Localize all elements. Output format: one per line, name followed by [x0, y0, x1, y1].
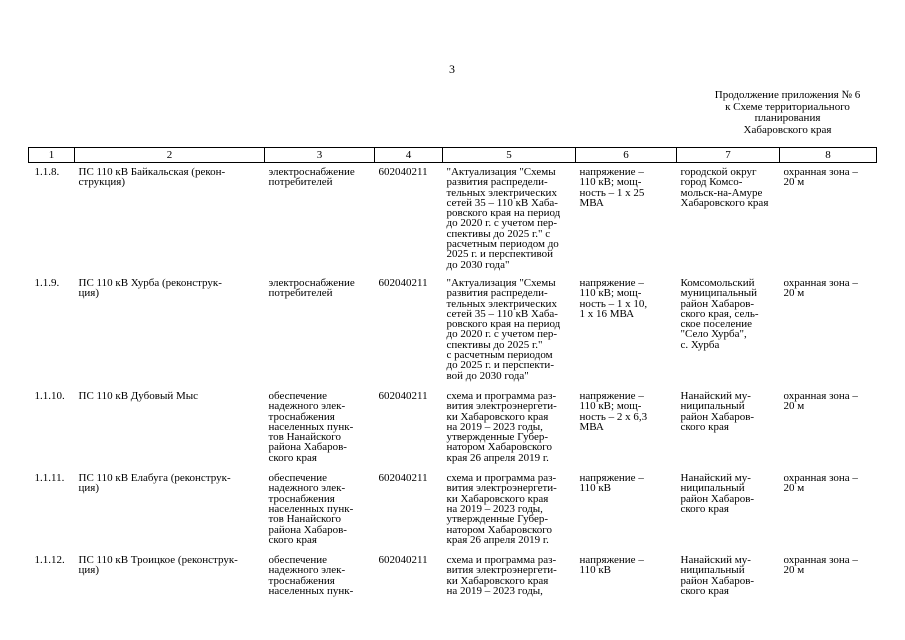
cell-text-line: МВА	[579, 420, 604, 433]
object-name-cell	[75, 163, 265, 274]
cell-text-line: спективы до 2025 г." с	[446, 227, 551, 240]
cell-text-line: Комсомольский	[680, 276, 755, 289]
caption-line: Хабаровского края	[743, 123, 832, 136]
cell-text-line: потребителей	[268, 176, 333, 189]
cell-text-line: ки Хабаровского края	[446, 574, 549, 587]
purpose-cell	[265, 551, 375, 602]
cell-text-line: городской округ	[680, 166, 757, 178]
cell-text-line: схема и программа раз-	[446, 389, 557, 402]
cell-text-line: напряжение –	[579, 389, 644, 402]
cell-text-line: надежного элек-	[268, 564, 346, 577]
cell-text-line: ское поселение	[680, 318, 753, 331]
cell-text-line: троснабжения	[268, 574, 335, 587]
cell-text-line: Нанайский му-	[680, 472, 751, 485]
cell-text-line: вития электроэнергети-	[446, 482, 557, 495]
cell-text-line: ровского края на период	[446, 207, 561, 220]
cell-text-line: район Хабаров-	[680, 410, 755, 423]
cell-text-line: электроснабжение	[268, 166, 355, 178]
row-number-cell: 1.1.11.	[34, 472, 65, 485]
cell-text-line: до 2025 г. и перспекти-	[446, 359, 554, 372]
cell-text-line: ского края	[680, 584, 729, 597]
row-number-cell: 1.1.10.	[34, 389, 65, 402]
zone-cell	[780, 387, 877, 469]
cell-text-line: населенных пунк-	[268, 420, 354, 433]
characteristics-cell	[576, 469, 677, 551]
zone-cell	[780, 274, 877, 387]
row-number-cell: 1.1.9.	[34, 276, 60, 289]
cell-text-line: электроснабжение	[268, 276, 355, 289]
cell-text-line: до 2020 г. с учетом пер-	[446, 328, 558, 341]
cell-text-line: 20 м	[783, 287, 805, 300]
cell-text-line: ского края	[268, 533, 317, 546]
cell-text-line: ность – 1 х 25	[579, 186, 645, 199]
location-cell	[677, 551, 780, 602]
cell-text-line: района Хабаров-	[268, 523, 347, 536]
cell-text-line: 110 кВ; мощ-	[579, 287, 642, 300]
table-row	[29, 387, 877, 469]
cell-text-line: струкция)	[78, 176, 126, 189]
cell-text-line: ниципальный	[680, 400, 745, 413]
object-name-cell	[75, 551, 265, 602]
row-number-cell: 1.1.12.	[34, 554, 65, 567]
page-number: 3	[449, 62, 455, 76]
cell-text-line: "Село Хурба",	[680, 328, 747, 341]
cell-text-line: 2025 г. и перспективой	[446, 248, 553, 261]
object-code-cell: 602040211	[378, 554, 428, 567]
purpose-cell	[265, 274, 375, 387]
cell-text-line: Хабаровского края	[680, 196, 769, 209]
cell-text-line: тов Нанайского	[268, 513, 341, 526]
appendix-caption	[690, 90, 885, 136]
column-header: 5	[443, 148, 576, 163]
cell-text-line: ПС 110 кВ Елабуга (реконструк-	[78, 472, 231, 485]
cell-text-line: ПС 110 кВ Байкальская (рекон-	[78, 166, 226, 178]
cell-text-line: вой до 2030 года"	[446, 369, 529, 382]
column-numbers-row	[29, 148, 877, 163]
column-header: 3	[265, 148, 375, 163]
zone-cell	[780, 469, 877, 551]
cell-text-line: ского края, сель-	[680, 307, 759, 320]
caption-line: к Схеме территориального	[725, 100, 850, 113]
cell-text-line: город Комсо-	[680, 176, 743, 189]
cell-text-line: схема и программа раз-	[446, 554, 557, 567]
cell-text-line: сетей 35 – 110 кВ Хаба-	[446, 307, 558, 320]
cell-text-line: ция)	[78, 564, 99, 577]
cell-text-line: вития электроэнергети-	[446, 564, 557, 577]
cell-text-line: обеспечение	[268, 389, 328, 402]
purpose-cell	[265, 387, 375, 469]
cell-text-line: надежного элек-	[268, 482, 346, 495]
characteristics-cell	[576, 387, 677, 469]
table-row	[29, 163, 877, 274]
cell-text-line: ПС 110 кВ Троицкое (реконструк-	[78, 554, 238, 567]
cell-text-line: напряжение –	[579, 554, 644, 567]
cell-text-line: тельных электрических	[446, 297, 557, 310]
cell-text-line: охранная зона –	[783, 554, 858, 567]
cell-text-line: обеспечение	[268, 554, 328, 567]
cell-text-line: вития электроэнергети-	[446, 400, 557, 413]
cell-text-line: район Хабаров-	[680, 297, 755, 310]
cell-text-line: ПС 110 кВ Хурба (реконструк-	[78, 276, 222, 289]
column-header: 2	[75, 148, 265, 163]
basis-document-cell	[443, 551, 576, 602]
cell-text-line: Нанайский му-	[680, 554, 751, 567]
cell-text-line: тельных электрических	[446, 186, 557, 199]
column-header: 4	[375, 148, 443, 163]
cell-text-line: с. Хурба	[680, 338, 720, 351]
cell-text-line: 20 м	[783, 176, 805, 189]
cell-text-line: ПС 110 кВ Дубовый Мыс	[78, 389, 199, 402]
cell-text-line: натором Хабаровского	[446, 441, 552, 454]
cell-text-line: 110 кВ; мощ-	[579, 176, 642, 189]
cell-text-line: утвержденные Губер-	[446, 431, 548, 444]
purpose-cell	[265, 163, 375, 274]
cell-text-line: ки Хабаровского края	[446, 410, 549, 423]
cell-text-line: троснабжения	[268, 410, 335, 423]
cell-text-line: ность – 2 х 6,3	[579, 410, 648, 423]
cell-text-line: 110 кВ	[579, 482, 612, 495]
cell-text-line: ция)	[78, 287, 99, 300]
column-header: 7	[677, 148, 780, 163]
cell-text-line: населенных пунк-	[268, 584, 354, 597]
cell-text-line: сетей 35 – 110 кВ Хаба-	[446, 196, 558, 209]
characteristics-cell	[576, 163, 677, 274]
object-name-cell	[75, 387, 265, 469]
location-cell	[677, 387, 780, 469]
characteristics-cell	[576, 551, 677, 602]
cell-text-line: 1 х 16 МВА	[579, 307, 635, 320]
cell-text-line: на 2019 – 2023 годы,	[446, 584, 543, 597]
basis-document-cell	[443, 163, 576, 274]
cell-text-line: "Актуализация "Схемы	[446, 276, 556, 289]
cell-text-line: района Хабаров-	[268, 441, 347, 454]
cell-text-line: район Хабаров-	[680, 492, 755, 505]
cell-text-line: охранная зона –	[783, 472, 858, 485]
basis-document-cell	[443, 274, 576, 387]
cell-text-line: с расчетным периодом	[446, 349, 553, 362]
cell-text-line: до 2020 г. с учетом пер-	[446, 217, 558, 230]
cell-text-line: ского края	[268, 451, 317, 464]
cell-text-line: натором Хабаровского	[446, 523, 552, 536]
cell-text-line: ского края	[680, 502, 729, 515]
table-row	[29, 469, 877, 551]
cell-text-line: район Хабаров-	[680, 574, 755, 587]
basis-document-cell	[443, 387, 576, 469]
basis-document-cell	[443, 469, 576, 551]
cell-text-line: напряжение –	[579, 276, 644, 289]
cell-text-line: ниципальный	[680, 564, 745, 577]
cell-text-line: спективы до 2025 г."	[446, 338, 543, 351]
location-cell	[677, 469, 780, 551]
cell-text-line: до 2030 года"	[446, 258, 510, 271]
cell-text-line: ки Хабаровского края	[446, 492, 549, 505]
table-row	[29, 274, 877, 387]
cell-text-line: 110 кВ	[579, 564, 612, 577]
row-number-cell: 1.1.8.	[34, 166, 60, 178]
table-row	[29, 551, 877, 602]
purpose-cell	[265, 469, 375, 551]
cell-text-line: напряжение –	[579, 472, 644, 485]
cell-text-line: Нанайский му-	[680, 389, 751, 402]
cell-text-line: охранная зона –	[783, 276, 858, 289]
cell-text-line: охранная зона –	[783, 389, 858, 402]
cell-text-line: надежного элек-	[268, 400, 346, 413]
cell-text-line: обеспечение	[268, 472, 328, 485]
column-header: 1	[29, 148, 75, 163]
cell-text-line: ровского края на период	[446, 318, 561, 331]
object-code-cell: 602040211	[378, 276, 428, 289]
cell-text-line: утвержденные Губер-	[446, 513, 548, 526]
location-cell	[677, 163, 780, 274]
cell-text-line: муниципальный	[680, 287, 758, 300]
cell-text-line: края 26 апреля 2019 г.	[446, 451, 549, 464]
cell-text-line: 20 м	[783, 482, 805, 495]
cell-text-line: 20 м	[783, 564, 805, 577]
object-code-cell: 602040211	[378, 389, 428, 402]
zone-cell	[780, 551, 877, 602]
caption-line: Продолжение приложения № 6	[714, 89, 861, 101]
cell-text-line: ского края	[680, 420, 729, 433]
objects-table	[28, 147, 877, 602]
object-code-cell: 602040211	[378, 166, 428, 178]
caption-line: планирования	[754, 112, 821, 124]
cell-text-line: схема и программа раз-	[446, 472, 557, 485]
column-header: 8	[780, 148, 877, 163]
object-code-cell: 602040211	[378, 472, 428, 485]
cell-text-line: на 2019 – 2023 годы,	[446, 420, 543, 433]
cell-text-line: ность – 1 х 10,	[579, 297, 648, 310]
cell-text-line: охранная зона –	[783, 166, 858, 178]
cell-text-line: 20 м	[783, 400, 805, 413]
cell-text-line: напряжение –	[579, 166, 644, 178]
object-name-cell	[75, 274, 265, 387]
cell-text-line: троснабжения	[268, 492, 335, 505]
cell-text-line: ция)	[78, 482, 99, 495]
column-header: 6	[576, 148, 677, 163]
object-name-cell	[75, 469, 265, 551]
cell-text-line: развития распредели-	[446, 176, 548, 189]
cell-text-line: 110 кВ; мощ-	[579, 400, 642, 413]
zone-cell	[780, 163, 877, 274]
cell-text-line: мольск-на-Амуре	[680, 186, 763, 199]
cell-text-line: на 2019 – 2023 годы,	[446, 502, 543, 515]
cell-text-line: населенных пунк-	[268, 502, 354, 515]
cell-text-line: расчетным периодом до	[446, 238, 559, 251]
cell-text-line: развития распредели-	[446, 287, 548, 300]
cell-text-line: потребителей	[268, 287, 333, 300]
cell-text-line: МВА	[579, 196, 604, 209]
cell-text-line: тов Нанайского	[268, 431, 341, 444]
cell-text-line: ниципальный	[680, 482, 745, 495]
characteristics-cell	[576, 274, 677, 387]
cell-text-line: "Актуализация "Схемы	[446, 166, 556, 178]
cell-text-line: края 26 апреля 2019 г.	[446, 533, 549, 546]
location-cell	[677, 274, 780, 387]
